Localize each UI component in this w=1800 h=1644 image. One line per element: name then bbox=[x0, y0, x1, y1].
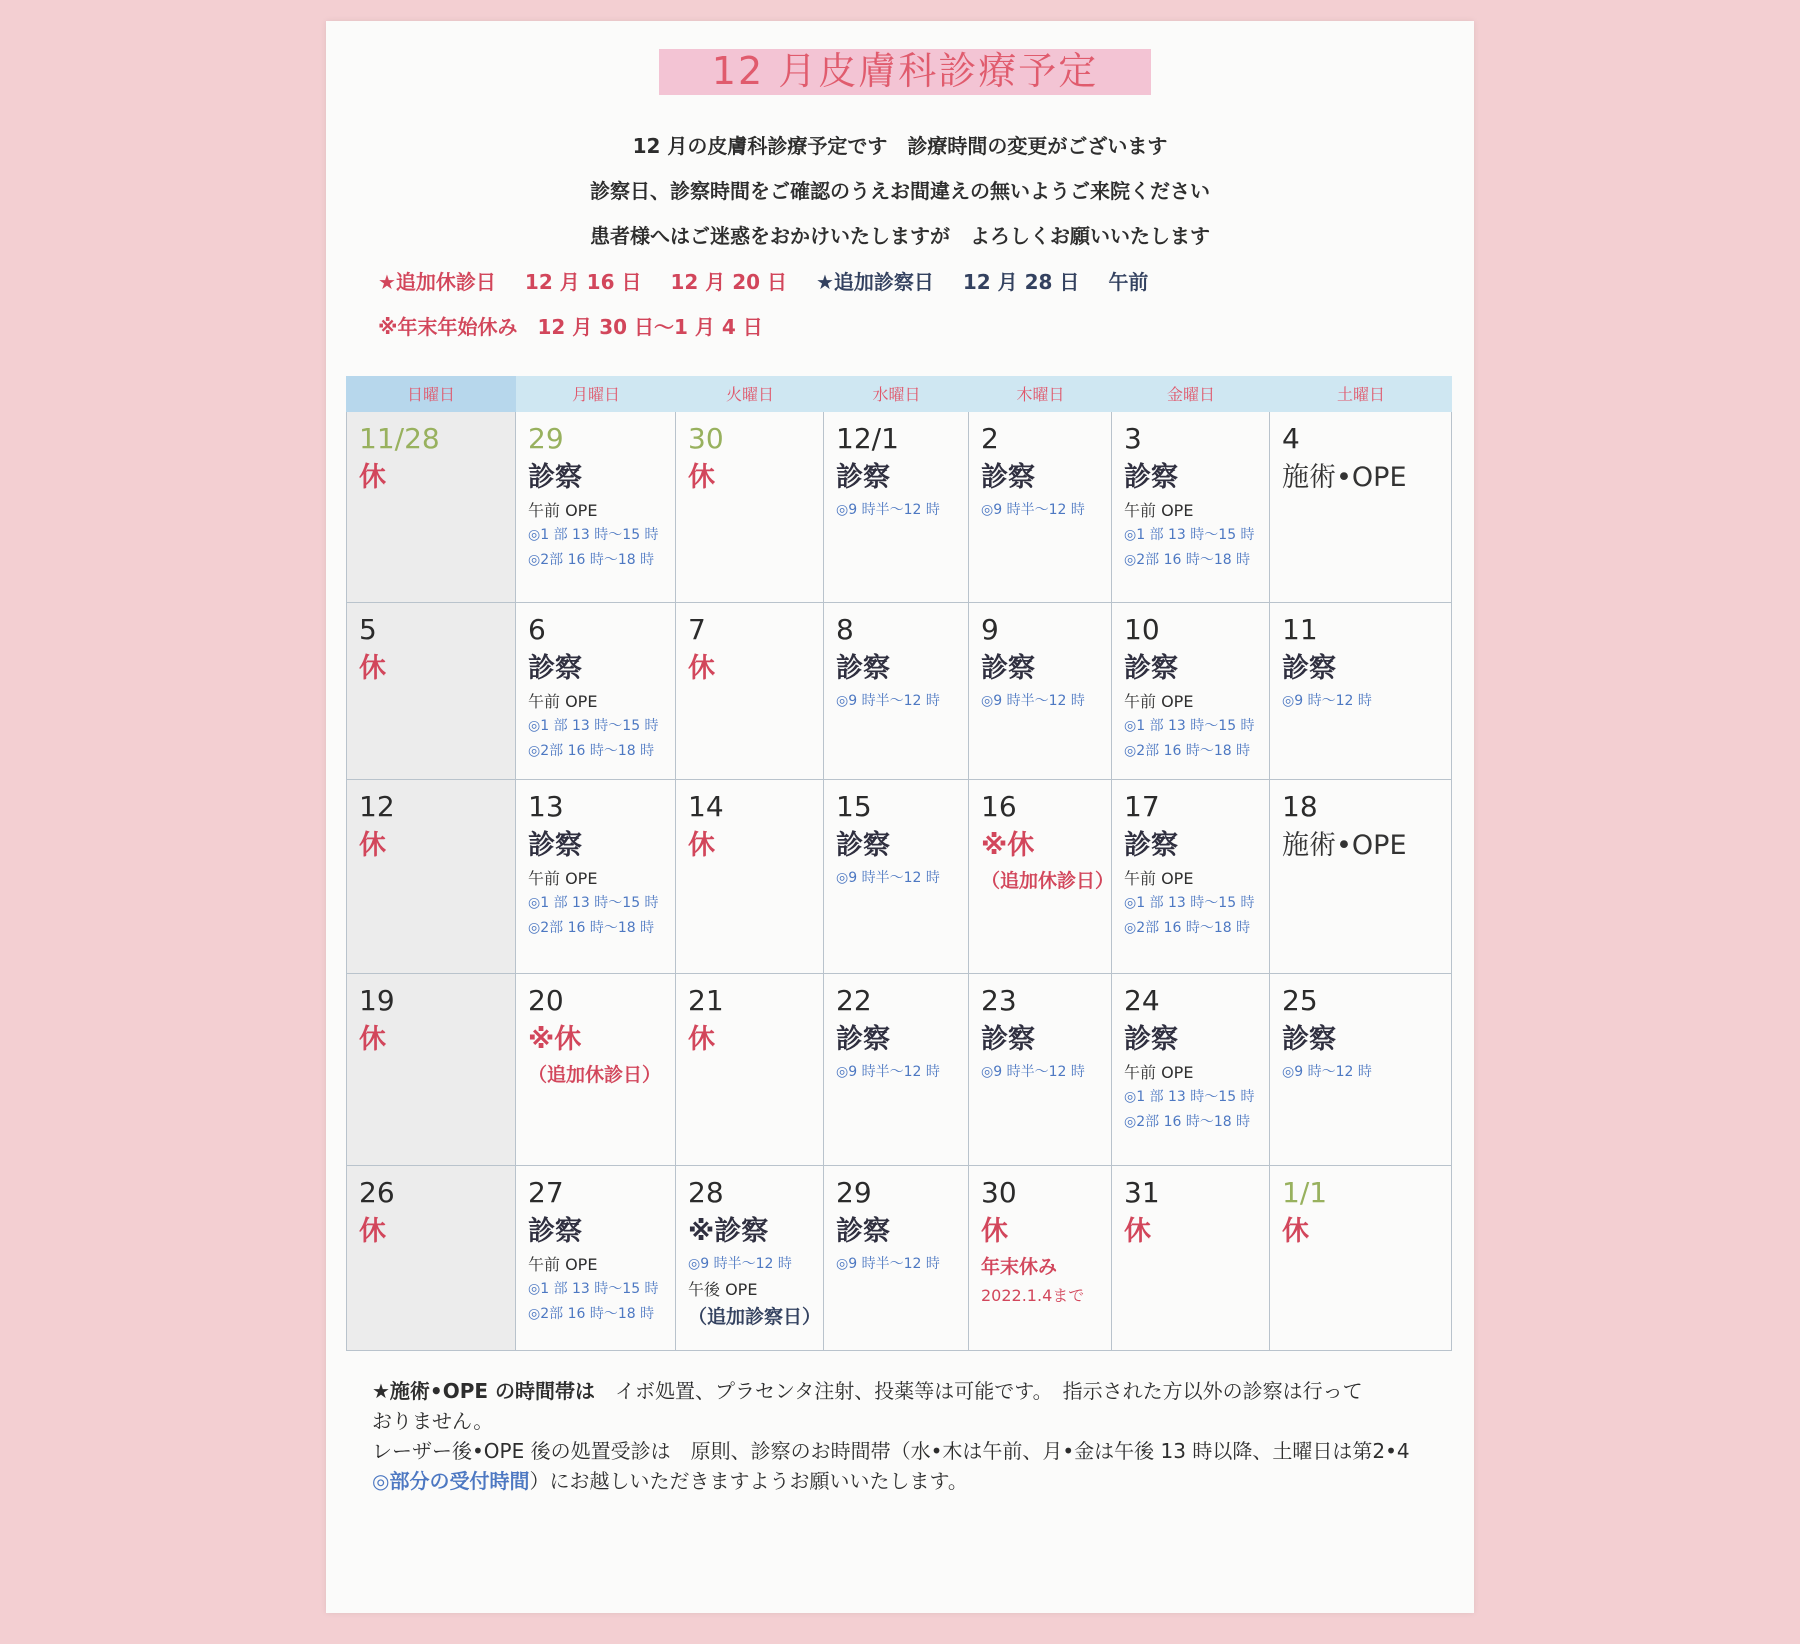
day-number: 1/1 bbox=[1282, 1176, 1328, 1209]
day-status: 施術•OPE bbox=[1282, 462, 1407, 493]
day-number: 13 bbox=[528, 790, 564, 823]
day-number: 22 bbox=[836, 984, 872, 1017]
calendar-day-cell bbox=[346, 603, 516, 780]
day-status: 休 bbox=[359, 653, 386, 684]
day-status: 診察 bbox=[836, 1024, 890, 1055]
calendar-day-cell bbox=[676, 974, 824, 1166]
reception-hours: ◎9 時半～12 時 bbox=[836, 1256, 940, 1272]
calendar-day-cell bbox=[969, 974, 1112, 1166]
notice-extra-days bbox=[378, 266, 1170, 295]
day-number: 11 bbox=[1282, 613, 1318, 646]
day-status: 休 bbox=[688, 462, 715, 493]
footer-line-1-rest: イボ処置、プラセンタ注射、投薬等は可能です。 指示された方以外の診察は行って bbox=[595, 1379, 1363, 1403]
day-note: （追加休診日） bbox=[528, 1064, 662, 1086]
extra-open-date: 12 月 28 日 bbox=[962, 270, 1080, 294]
page-title: 12 月皮膚科診療予定 bbox=[711, 49, 1099, 93]
reception-hours: ◎1 部 13 時～15 時 bbox=[1124, 718, 1255, 734]
day-status: 診察 bbox=[836, 653, 890, 684]
day-number: 24 bbox=[1124, 984, 1160, 1017]
extra-closed-label: ★追加休診日 bbox=[378, 270, 496, 294]
day-note: 午前 OPE bbox=[1124, 869, 1194, 888]
reception-hours: ◎9 時半～12 時 bbox=[981, 693, 1085, 709]
day-status: 休 bbox=[688, 830, 715, 861]
day-number: 29 bbox=[836, 1176, 872, 1209]
extra-closed-date-2: 12 月 20 日 bbox=[670, 270, 787, 294]
day-number: 26 bbox=[359, 1176, 395, 1209]
day-note: 午前 OPE bbox=[528, 1255, 598, 1274]
weekday-header: 金曜日 bbox=[1112, 376, 1270, 412]
calendar-day-cell bbox=[824, 974, 969, 1166]
calendar-grid bbox=[346, 376, 1452, 1351]
day-number: 25 bbox=[1282, 984, 1318, 1017]
footer-line-4-rest: ）にお越しいただきますようお願いいたします。 bbox=[529, 1469, 968, 1493]
calendar-day-cell bbox=[969, 412, 1112, 603]
day-status: 診察 bbox=[1282, 653, 1336, 684]
reception-hours: ◎9 時半～12 時 bbox=[836, 870, 940, 886]
calendar-day-cell bbox=[1112, 1166, 1270, 1351]
day-status: 休 bbox=[359, 830, 386, 861]
calendar-day-cell bbox=[346, 974, 516, 1166]
day-status: 休 bbox=[359, 462, 386, 493]
intro-line-1: 12 月の皮膚科診療予定です 診療時間の変更がございます bbox=[632, 134, 1168, 158]
day-status: ※診察 bbox=[688, 1216, 769, 1247]
day-status: 診察 bbox=[1124, 830, 1178, 861]
calendar-day-cell bbox=[1112, 603, 1270, 780]
extra-open-label: ★追加診察日 bbox=[815, 270, 934, 294]
reception-hours: ◎2部 16 時～18 時 bbox=[1124, 1114, 1251, 1130]
day-status: ※休 bbox=[981, 830, 1035, 861]
calendar-day-cell bbox=[516, 412, 676, 603]
reception-hours: ◎1 部 13 時～15 時 bbox=[528, 718, 659, 734]
day-status: 診察 bbox=[836, 830, 890, 861]
calendar-day-cell bbox=[1112, 780, 1270, 974]
day-number: 15 bbox=[836, 790, 872, 823]
reception-hours: ◎2部 16 時～18 時 bbox=[528, 552, 655, 568]
weekday-header: 水曜日 bbox=[824, 376, 969, 412]
day-status: 休 bbox=[688, 1024, 715, 1055]
reception-hours: ◎9 時～12 時 bbox=[1282, 1064, 1372, 1080]
calendar-day-cell bbox=[676, 603, 824, 780]
calendar-day-cell bbox=[1270, 603, 1452, 780]
reception-hours: ◎1 部 13 時～15 時 bbox=[528, 527, 659, 543]
day-note: 午前 OPE bbox=[1124, 1063, 1194, 1082]
reception-hours: ◎1 部 13 時～15 時 bbox=[528, 895, 659, 911]
day-number: 4 bbox=[1282, 422, 1300, 455]
day-note: 午前 OPE bbox=[528, 869, 598, 888]
weekday-header: 日曜日 bbox=[346, 376, 516, 412]
calendar-day-cell bbox=[1270, 974, 1452, 1166]
day-number: 5 bbox=[359, 613, 377, 646]
reception-hours: ◎1 部 13 時～15 時 bbox=[528, 1281, 659, 1297]
day-note: （追加休診日） bbox=[981, 870, 1115, 892]
footer-bold-lead: ★施術•OPE の時間帯は bbox=[372, 1379, 595, 1403]
day-status: 診察 bbox=[1282, 1024, 1336, 1055]
day-status: ※休 bbox=[528, 1024, 582, 1055]
reception-hours: ◎9 時半～12 時 bbox=[836, 693, 940, 709]
intro-line-3: 患者様へはご迷惑をおかけいたしますが よろしくお願いいたします bbox=[590, 224, 1210, 248]
calendar-day-cell bbox=[969, 780, 1115, 974]
day-status: 診察 bbox=[981, 462, 1035, 493]
calendar-day-cell bbox=[1270, 780, 1452, 974]
day-number: 31 bbox=[1124, 1176, 1160, 1209]
day-status: 休 bbox=[1124, 1216, 1151, 1247]
day-status: 診察 bbox=[528, 653, 582, 684]
day-status: 診察 bbox=[836, 1216, 890, 1247]
day-number: 12 bbox=[359, 790, 395, 823]
day-status: 施術•OPE bbox=[1282, 830, 1407, 861]
day-status: 診察 bbox=[1124, 462, 1178, 493]
calendar-day-cell bbox=[676, 780, 824, 974]
day-number: 29 bbox=[528, 422, 564, 455]
day-number: 7 bbox=[688, 613, 706, 646]
reception-hours: ◎2部 16 時～18 時 bbox=[1124, 552, 1251, 568]
calendar-day-cell bbox=[676, 1166, 824, 1351]
reception-hours: ◎9 時半～12 時 bbox=[836, 502, 940, 518]
day-number: 2 bbox=[981, 422, 999, 455]
reception-hours: ◎1 部 13 時～15 時 bbox=[1124, 1089, 1255, 1105]
weekday-header: 火曜日 bbox=[676, 376, 824, 412]
calendar-day-cell bbox=[516, 1166, 676, 1351]
reception-hours: ◎2部 16 時～18 時 bbox=[1124, 920, 1251, 936]
calendar-day-cell bbox=[969, 1166, 1112, 1351]
weekday-header: 月曜日 bbox=[516, 376, 676, 412]
day-status: 診察 bbox=[528, 1216, 582, 1247]
day-number: 30 bbox=[981, 1176, 1017, 1209]
footer-line-1 bbox=[372, 1376, 1432, 1406]
day-number: 28 bbox=[688, 1176, 724, 1209]
extra-closed-date-1: 12 月 16 日 bbox=[524, 270, 642, 294]
day-status: 休 bbox=[688, 653, 715, 684]
day-number: 14 bbox=[688, 790, 724, 823]
calendar-day-cell bbox=[1112, 412, 1270, 603]
reception-hours: ◎2部 16 時～18 時 bbox=[1124, 743, 1251, 759]
calendar-day-cell bbox=[516, 603, 676, 780]
day-status: 診察 bbox=[1124, 653, 1178, 684]
day-status: 休 bbox=[359, 1216, 386, 1247]
day-number: 18 bbox=[1282, 790, 1318, 823]
day-number: 20 bbox=[528, 984, 564, 1017]
intro-line-2: 診察日、診察時間をご確認のうえお間違えの無いようご来院ください bbox=[590, 179, 1210, 203]
weekday-header: 木曜日 bbox=[969, 376, 1112, 412]
day-number: 19 bbox=[359, 984, 395, 1017]
calendar-day-cell bbox=[1270, 1166, 1452, 1351]
calendar-day-cell bbox=[1112, 974, 1270, 1166]
day-status: 休 bbox=[981, 1216, 1008, 1247]
day-status: 診察 bbox=[836, 462, 890, 493]
day-status: 診察 bbox=[981, 1024, 1035, 1055]
calendar-day-cell bbox=[824, 412, 969, 603]
reception-hours: ◎2部 16 時～18 時 bbox=[528, 1306, 655, 1322]
reception-hours: ◎1 部 13 時～15 時 bbox=[1124, 895, 1255, 911]
day-note: 午前 OPE bbox=[528, 692, 598, 711]
day-note: 午後 OPE bbox=[688, 1280, 758, 1299]
day-status: 休 bbox=[359, 1024, 386, 1055]
day-number: 17 bbox=[1124, 790, 1160, 823]
reception-hours: ◎9 時半～12 時 bbox=[688, 1256, 792, 1272]
reception-hours: ◎9 時半～12 時 bbox=[981, 502, 1085, 518]
day-note: 午前 OPE bbox=[1124, 692, 1194, 711]
day-status: 診察 bbox=[981, 653, 1035, 684]
day-number: 10 bbox=[1124, 613, 1160, 646]
footer-line-3: レーザー後•OPE 後の処置受診は 原則、診察のお時間帯（水•木は午前、月•金は午後 13 時以降、土曜日は第2•4 bbox=[372, 1439, 1410, 1463]
reception-hours: ◎9 時半～12 時 bbox=[981, 1064, 1085, 1080]
day-status: 診察 bbox=[528, 462, 582, 493]
calendar-day-cell bbox=[824, 603, 969, 780]
reception-hours: ◎9 時半～12 時 bbox=[836, 1064, 940, 1080]
day-number: 27 bbox=[528, 1176, 564, 1209]
day-status: 休 bbox=[1282, 1216, 1309, 1247]
day-note: 午前 OPE bbox=[1124, 501, 1194, 520]
notice-year-end: ※年末年始休み 12 月 30 日～1 月 4 日 bbox=[378, 315, 763, 339]
calendar-day-cell bbox=[824, 780, 969, 974]
extra-open-time: 午前 bbox=[1108, 270, 1149, 294]
footer-line-2: おりません。 bbox=[372, 1409, 494, 1433]
footer-note bbox=[372, 1376, 1432, 1496]
day-status: 診察 bbox=[528, 830, 582, 861]
day-status: 診察 bbox=[1124, 1024, 1178, 1055]
day-number: 21 bbox=[688, 984, 724, 1017]
reception-hours: ◎2部 16 時～18 時 bbox=[528, 920, 655, 936]
day-note: 午前 OPE bbox=[528, 501, 598, 520]
calendar-day-cell bbox=[969, 603, 1112, 780]
calendar-day-cell bbox=[516, 780, 676, 974]
footer-line-4 bbox=[372, 1466, 1432, 1496]
calendar-day-cell bbox=[1270, 412, 1452, 603]
day-note: 2022.1.4まで bbox=[981, 1286, 1085, 1305]
calendar-day-cell bbox=[824, 1166, 969, 1351]
day-note: （追加診察日） bbox=[688, 1306, 822, 1328]
day-number: 8 bbox=[836, 613, 854, 646]
calendar-day-cell bbox=[346, 780, 516, 974]
calendar-day-cell bbox=[346, 1166, 516, 1351]
day-number: 30 bbox=[688, 422, 724, 455]
reception-hours: ◎1 部 13 時～15 時 bbox=[1124, 527, 1255, 543]
day-number: 23 bbox=[981, 984, 1017, 1017]
calendar-day-cell bbox=[346, 412, 516, 603]
day-number: 9 bbox=[981, 613, 999, 646]
day-number: 11/28 bbox=[359, 422, 440, 455]
day-number: 3 bbox=[1124, 422, 1142, 455]
reception-hours: ◎2部 16 時～18 時 bbox=[528, 743, 655, 759]
weekday-header: 土曜日 bbox=[1270, 376, 1452, 412]
calendar-day-cell bbox=[676, 412, 824, 603]
calendar-day-cell bbox=[516, 974, 676, 1166]
day-note: 年末休み bbox=[981, 1256, 1058, 1278]
day-number: 6 bbox=[528, 613, 546, 646]
day-number: 16 bbox=[981, 790, 1017, 823]
reception-hours: ◎9 時～12 時 bbox=[1282, 693, 1372, 709]
footer-reception-highlight: ◎部分の受付時間 bbox=[372, 1469, 530, 1493]
day-number: 12/1 bbox=[836, 422, 899, 455]
